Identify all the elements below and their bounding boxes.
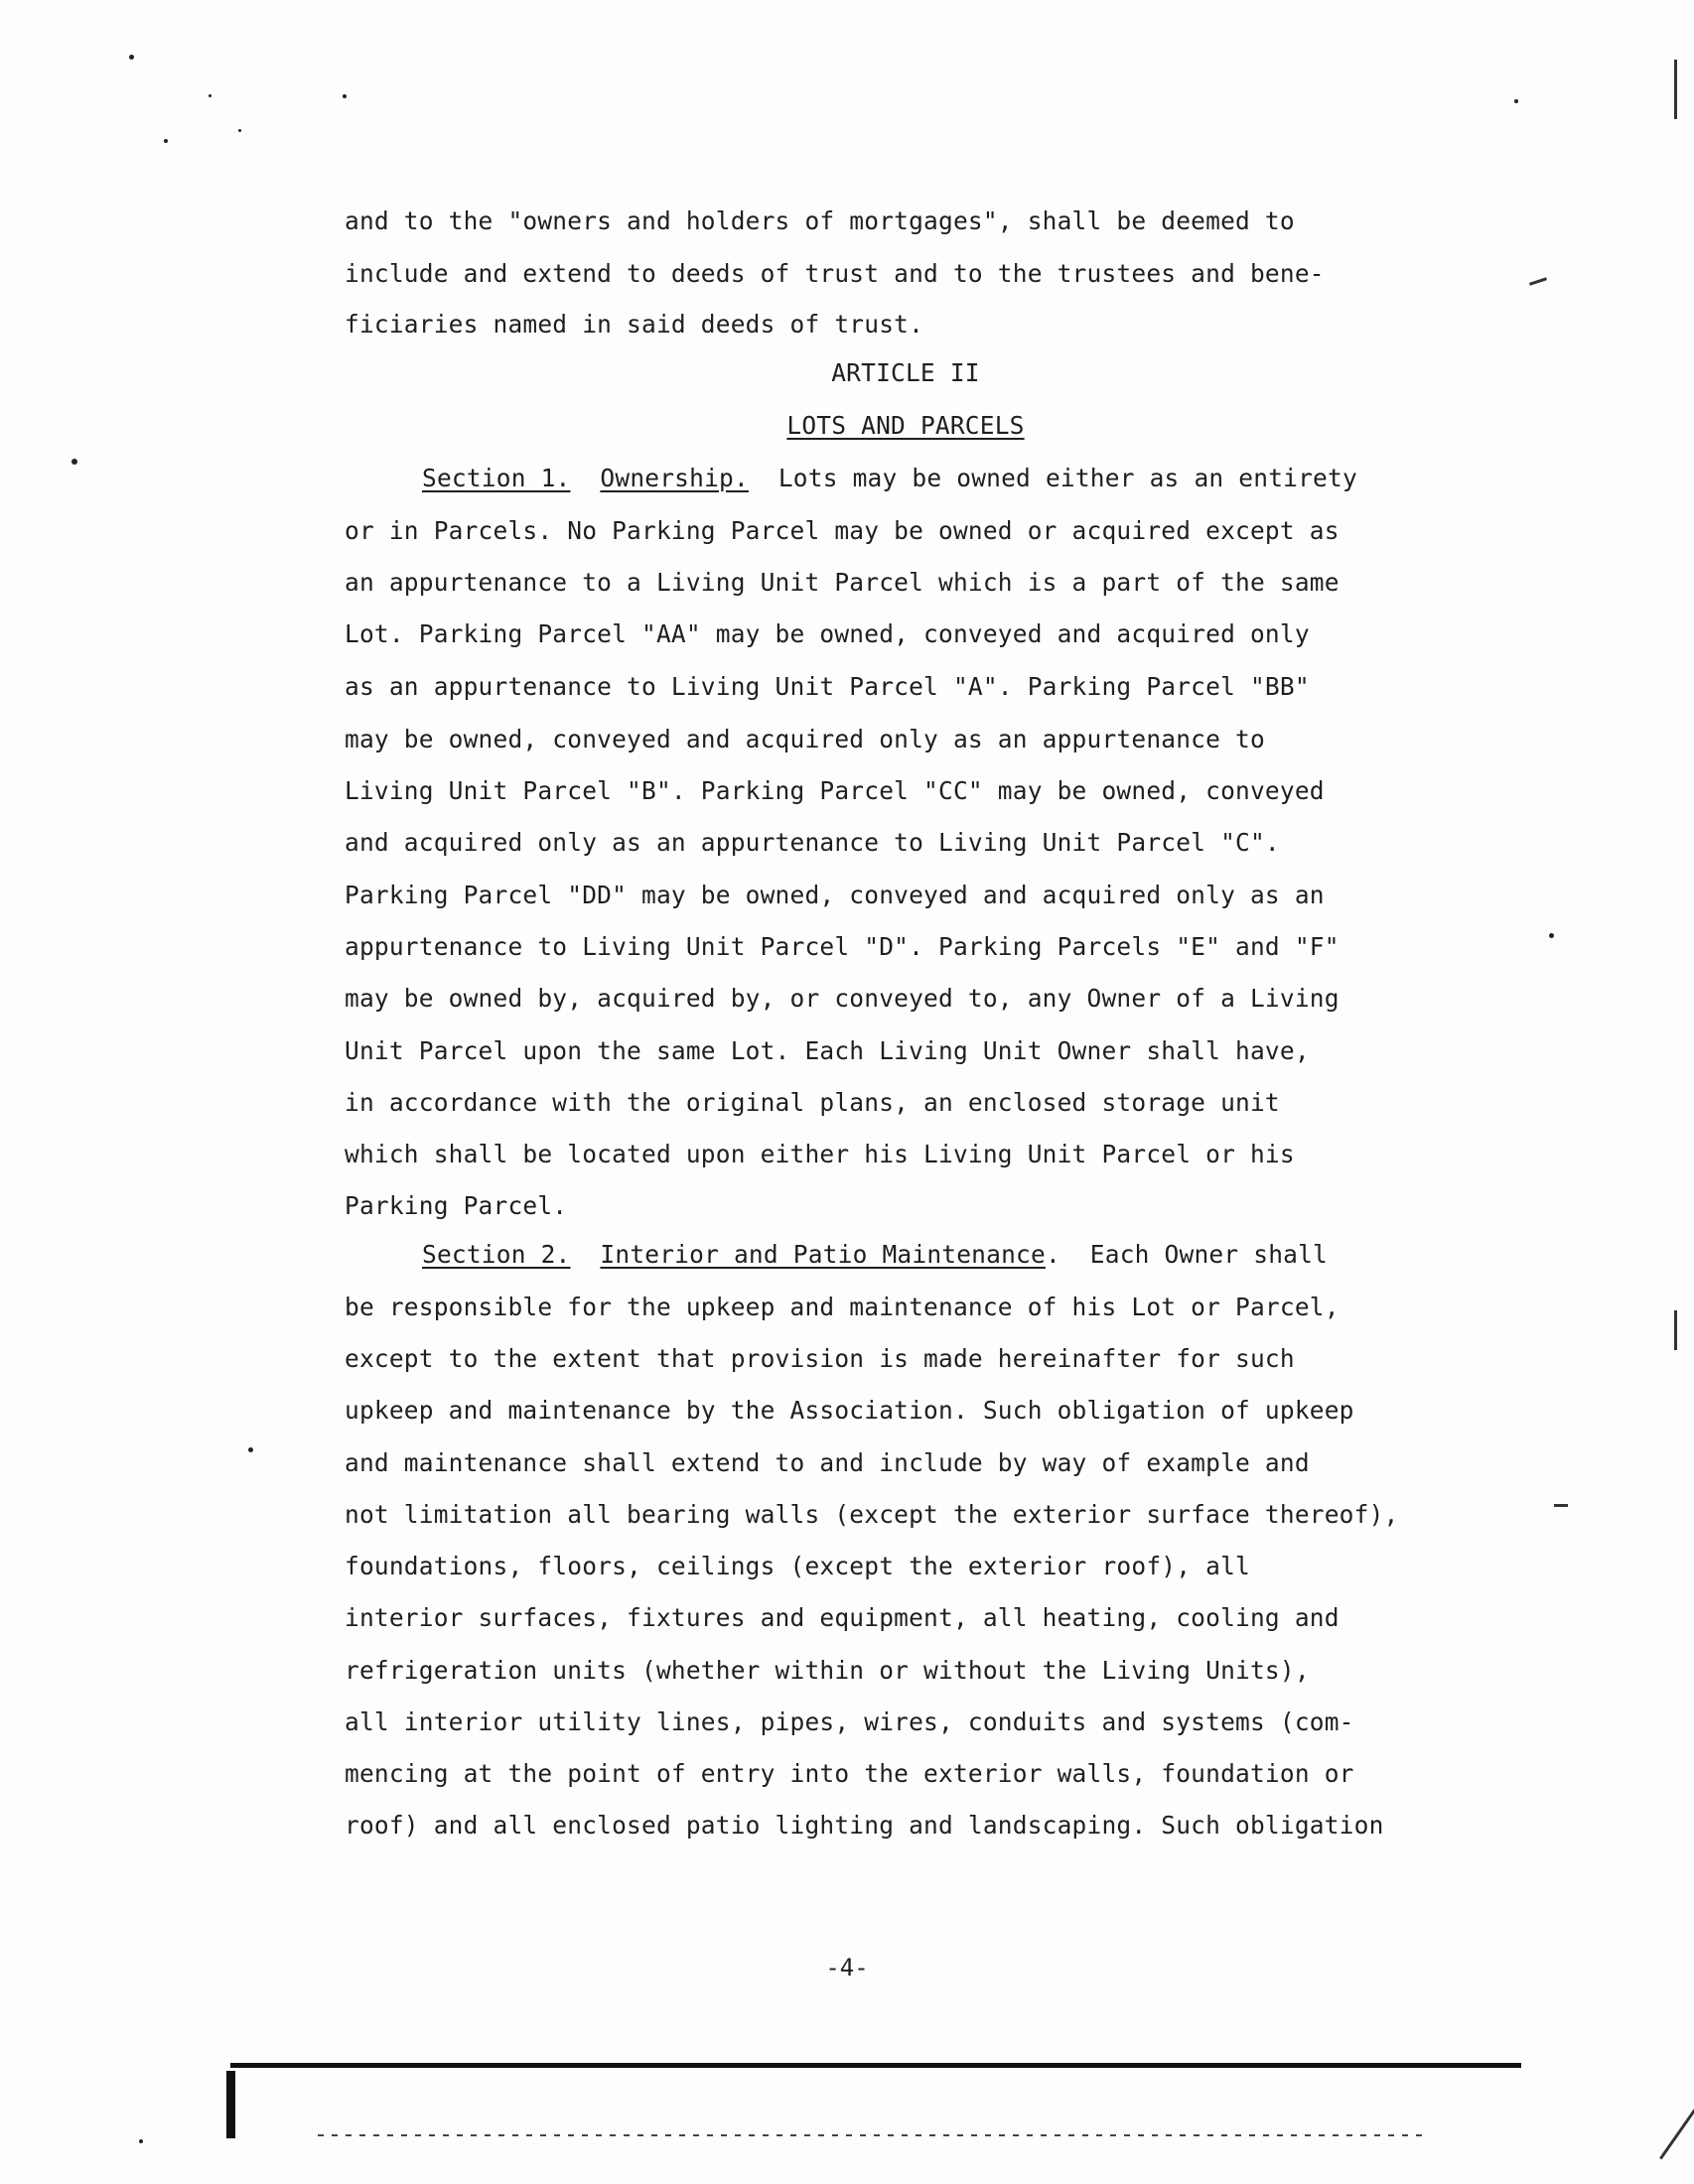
section-1-first-line-text: Lots may be owned either as an entirety [777,464,1357,492]
scan-speckle [1549,933,1554,938]
section-1-line: may be owned, conveyed and acquired only as an appurtenance to [345,725,1265,753]
scan-speckle [71,459,77,465]
scan-speckle [238,129,241,132]
scan-speckle [248,1447,253,1452]
scan-mark [318,2134,1430,2136]
section-1-label: Section 1. [422,464,571,492]
section-1-line: Lot. Parking Parcel "AA" may be owned, conveyed and acquired only [345,619,1310,648]
article-title-text: LOTS AND PARCELS [786,411,1025,440]
article-title [345,410,1467,442]
section-1-line: as an appurtenance to Living Unit Parcel "A". Parking Parcel "BB" [345,672,1310,701]
section-2-line: all interior utility lines, pipes, wires, conduits and systems (com- [345,1707,1354,1736]
section-1-line: and acquired only as an appurtenance to Living Unit Parcel "C". [345,828,1280,857]
page-number: -4- [825,1954,869,1981]
scan-mark [1674,1310,1677,1350]
scan-mark [1554,1504,1568,1507]
scan-speckle [164,139,168,143]
intro-line-3: ficiaries named in said deeds of trust. [345,310,924,339]
section-2-title-punct: . [1045,1240,1060,1269]
scan-speckle [343,94,347,98]
scan-speckle [139,2139,143,2143]
section-1-first-line [422,463,1357,494]
section-1-line: or in Parcels. No Parking Parcel may be owned or acquired except as [345,516,1340,545]
section-1-line: may be owned by, acquired by, or conveyed to, any Owner of a Living [345,984,1340,1013]
section-2-first-line [422,1239,1328,1271]
section-2-label: Section 2. [422,1240,571,1269]
section-2-line: interior surfaces, fixtures and equipment, all heating, cooling and [345,1603,1340,1632]
bottom-rule [230,2063,1521,2068]
bottom-bracket [226,2071,235,2138]
section-1-line: appurtenance to Living Unit Parcel "D". Parking Parcels "E" and "F" [345,932,1340,961]
section-2-line: roof) and all enclosed patio lighting and landscaping. Such obligation [345,1811,1384,1840]
section-2-line: upkeep and maintenance by the Association. Such obligation of upkeep [345,1396,1354,1425]
section-1-line: which shall be located upon either his Living Unit Parcel or his [345,1140,1295,1168]
scan-mark [1529,277,1547,285]
section-1-line: in accordance with the original plans, an enclosed storage unit [345,1088,1280,1117]
intro-line-2: include and extend to deeds of trust and to the trustees and bene- [345,259,1325,288]
section-2-line: not limitation all bearing walls (except the exterior surface thereof), [345,1500,1399,1529]
article-heading: ARTICLE II [831,358,980,387]
section-2-line: and maintenance shall extend to and include by way of example and [345,1448,1310,1477]
section-1-line: Unit Parcel upon the same Lot. Each Living Unit Owner shall have, [345,1036,1310,1065]
scan-speckle [1514,99,1518,103]
section-1-line: Parking Parcel "DD" may be owned, conveyed and acquired only as an [345,881,1325,909]
section-1-line: Parking Parcel. [345,1191,568,1220]
intro-line-1: and to the "owners and holders of mortgages", shall be deemed to [345,206,1295,235]
section-1-title: Ownership. [600,464,749,492]
section-2-line: foundations, floors, ceilings (except the exterior roof), all [345,1552,1250,1580]
scan-mark [1659,2110,1694,2160]
section-2-line: refrigeration units (whether within or without the Living Units), [345,1656,1310,1685]
section-2-line: be responsible for the upkeep and maintenance of his Lot or Parcel, [345,1293,1340,1321]
scan-speckle [209,94,212,97]
section-2-line: mencing at the point of entry into the exterior walls, foundation or [345,1759,1354,1788]
section-2-title: Interior and Patio Maintenance [600,1240,1046,1269]
section-1-line: Living Unit Parcel "B". Parking Parcel "CC" may be owned, conveyed [345,776,1325,805]
scan-speckle [129,55,134,60]
section-2-first-line-text: Each Owner shall [1089,1240,1329,1269]
section-2-line: except to the extent that provision is made hereinafter for such [345,1344,1295,1373]
section-1-line: an appurtenance to a Living Unit Parcel which is a part of the same [345,568,1340,597]
scan-mark [1674,60,1677,119]
